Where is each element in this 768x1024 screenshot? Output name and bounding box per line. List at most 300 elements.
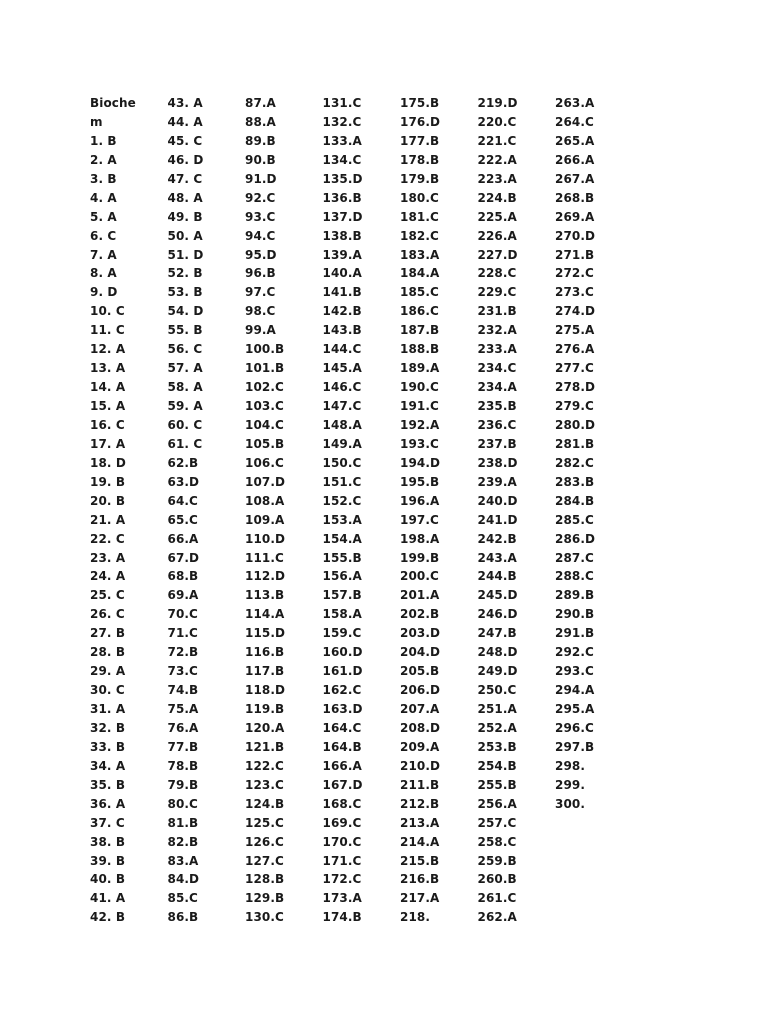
- answer-entry: 41. A: [90, 891, 126, 906]
- answer-entry: 223.A: [477, 171, 517, 186]
- answer-entry: 195.B: [400, 474, 440, 489]
- answer-column-2: [168, 94, 246, 927]
- answer-entry: 281.B: [555, 436, 595, 451]
- answer-entry: 122.C: [245, 758, 284, 773]
- answer-entry: 289.B: [555, 588, 595, 603]
- answer-entry: 35. B: [90, 777, 126, 792]
- answer-entry: 291.B: [555, 626, 595, 641]
- answer-entry: 189.A: [400, 361, 440, 376]
- answer-entry: 24. A: [90, 569, 126, 584]
- answer-entry: 59. A: [167, 399, 203, 413]
- answer-entry: 72.B: [167, 645, 199, 660]
- answer-entry: 7. A: [90, 247, 117, 262]
- answer-entry: 30. C: [90, 683, 125, 698]
- answer-entry: 57. A: [167, 361, 203, 376]
- answer-entry: 287.C: [555, 550, 594, 565]
- answer-entry: 98.C: [245, 304, 276, 319]
- answer-entry: 219.D: [477, 96, 518, 110]
- answer-entry: 64.C: [167, 493, 198, 508]
- answer-entry: 260.B: [477, 872, 517, 887]
- answer-entry: 271.B: [555, 247, 595, 262]
- answer-entry: 173.A: [322, 891, 362, 906]
- answer-entry: 6. C: [90, 228, 117, 243]
- answer-entry: 259.B: [477, 853, 517, 868]
- answer-entry: 221.C: [477, 133, 517, 148]
- answer-column-4: [323, 94, 401, 927]
- answer-entry: 117.B: [245, 664, 285, 679]
- answer-entry: 31. A: [90, 702, 126, 716]
- answer-entry: 296.C: [555, 720, 594, 735]
- answer-entry: 282.C: [555, 455, 594, 470]
- answer-key-columns: [90, 94, 633, 927]
- answer-entry: 73.C: [167, 664, 198, 679]
- answer-entry: 25. C: [90, 588, 125, 603]
- answer-entry: 247.B: [477, 626, 517, 641]
- answer-entry: 80.C: [167, 796, 198, 811]
- answer-entry: 276.A: [555, 342, 595, 357]
- answer-entry: 201.A: [400, 588, 440, 603]
- answer-entry: 152.C: [322, 493, 362, 508]
- answer-entry: 70.C: [167, 607, 198, 622]
- answer-entry: 104.C: [245, 417, 284, 432]
- answer-entry: 257.C: [477, 815, 517, 830]
- answer-entry: 53. B: [167, 285, 203, 300]
- answer-entry: 54. D: [167, 304, 204, 319]
- answer-entry: 196.A: [400, 493, 440, 508]
- answer-entry: 194.D: [400, 455, 441, 470]
- answer-entry: 52. B: [167, 266, 203, 281]
- answer-entry: 210.D: [400, 758, 441, 773]
- answer-entry: 48. A: [167, 190, 203, 205]
- answer-entry: 255.B: [477, 777, 517, 792]
- answer-entry: 155.B: [322, 550, 362, 565]
- answer-entry: 144.C: [322, 342, 362, 357]
- answer-entry: 9. D: [90, 285, 118, 300]
- answer-entry: 36. A: [90, 796, 126, 811]
- answer-entry: 262.A: [477, 910, 517, 925]
- answer-entry: 215.B: [400, 853, 440, 868]
- answer-entry: 207.A: [400, 702, 440, 716]
- answer-entry: 162.C: [322, 683, 362, 698]
- answer-entry: 107.D: [245, 474, 286, 489]
- answer-entry: 172.C: [322, 872, 362, 887]
- answer-entry: 93.C: [245, 209, 276, 224]
- answer-entry: 242.B: [477, 531, 517, 546]
- answer-entry: 258.C: [477, 834, 517, 849]
- answer-entry: 94.C: [245, 228, 276, 243]
- answer-entry: 280.D: [555, 417, 596, 432]
- answer-entry: 18. D: [90, 455, 126, 470]
- answer-entry: 234.C: [477, 361, 517, 376]
- answer-entry: 164.C: [322, 720, 362, 735]
- answer-entry: 192.A: [400, 417, 440, 432]
- answer-entry: 29. A: [90, 664, 126, 679]
- answer-entry: 272.C: [555, 266, 594, 281]
- answer-entry: 120.A: [245, 720, 285, 735]
- answer-entry: 26. C: [90, 607, 125, 622]
- answer-entry: 239.A: [477, 474, 517, 489]
- answer-entry: 164.B: [322, 739, 362, 754]
- answer-entry: 212.B: [400, 796, 440, 811]
- answer-entry: 85.C: [167, 891, 198, 906]
- answer-entry: 129.B: [245, 891, 285, 906]
- answer-entry: 222.A: [477, 152, 517, 167]
- answer-entry: 45. C: [167, 133, 203, 148]
- answer-entry: 193.C: [400, 436, 439, 451]
- answer-entry: 14. A: [90, 380, 126, 395]
- answer-entry: 211.B: [400, 777, 440, 792]
- answer-entry: 5. A: [90, 209, 117, 224]
- answer-entry: 22. C: [90, 531, 125, 546]
- answer-entry: 229.C: [477, 285, 517, 300]
- answer-entry: 254.B: [477, 758, 517, 773]
- answer-entry: 198.A: [400, 531, 440, 546]
- answer-entry: 108.A: [245, 493, 285, 508]
- answer-entry: 236.C: [477, 417, 517, 432]
- answer-entry: 214.A: [400, 834, 440, 849]
- answer-entry: 38. B: [90, 834, 126, 849]
- answer-entry: 137.D: [322, 209, 363, 224]
- answer-entry: 151.C: [322, 474, 362, 489]
- answer-entry: 130.C: [245, 910, 284, 925]
- answer-entry: 273.C: [555, 285, 594, 300]
- answer-entry: 88.A: [245, 114, 276, 129]
- answer-entry: 71.C: [167, 626, 198, 641]
- answer-entry: 174.B: [322, 910, 362, 925]
- answer-entry: 49. B: [167, 209, 203, 224]
- answer-entry: 81.B: [167, 815, 199, 830]
- answer-entry: 51. D: [167, 247, 204, 262]
- answer-entry: 188.B: [400, 342, 440, 357]
- answer-entry: 300.: [555, 796, 586, 811]
- answer-entry: 268.B: [555, 190, 595, 205]
- answer-entry: 285.C: [555, 512, 594, 527]
- answer-entry: 23. A: [90, 550, 126, 565]
- answer-entry: 11. C: [90, 323, 125, 338]
- answer-entry: 252.A: [477, 720, 517, 735]
- answer-entry: 42. B: [90, 910, 126, 925]
- answer-entry: 216.B: [400, 872, 440, 887]
- answer-entry: 227.D: [477, 247, 518, 262]
- answer-entry: 253.B: [477, 739, 517, 754]
- answer-entry: 245.D: [477, 588, 518, 603]
- answer-entry: 127.C: [245, 853, 284, 868]
- answer-entry: 12. A: [90, 342, 126, 357]
- answer-column-6: [478, 94, 556, 927]
- answer-entry: 102.C: [245, 380, 284, 395]
- answer-entry: 213.A: [400, 815, 440, 830]
- answer-entry: 187.B: [400, 323, 440, 338]
- answer-entry: 13. A: [90, 361, 126, 376]
- answer-entry: 283.B: [555, 474, 595, 489]
- answer-entry: Bioche: [90, 96, 136, 110]
- answer-entry: 1. B: [90, 133, 117, 148]
- answer-entry: 95.D: [245, 247, 277, 262]
- answer-entry: 58. A: [167, 380, 203, 395]
- answer-entry: 163.D: [322, 702, 363, 716]
- answer-entry: 166.A: [322, 758, 362, 773]
- answer-entry: 132.C: [322, 114, 362, 129]
- answer-entry: 55. B: [167, 323, 203, 338]
- answer-entry: 224.B: [477, 190, 517, 205]
- answer-entry: 241.D: [477, 512, 518, 527]
- answer-entry: 86.B: [167, 910, 199, 925]
- answer-entry: 231.B: [477, 304, 517, 319]
- answer-entry: 8. A: [90, 266, 117, 281]
- answer-entry: 92.C: [245, 190, 276, 205]
- answer-column-3: [245, 94, 323, 927]
- answer-column-5: [400, 94, 478, 927]
- answer-entry: 263.A: [555, 96, 595, 110]
- answer-entry: m: [90, 114, 103, 129]
- answer-entry: 74.B: [167, 683, 199, 698]
- answer-entry: 69.A: [167, 588, 199, 603]
- answer-entry: 84.D: [167, 872, 200, 887]
- answer-entry: 184.A: [400, 266, 440, 281]
- answer-entry: 240.D: [477, 493, 518, 508]
- answer-entry: 77.B: [167, 739, 199, 754]
- answer-entry: 154.A: [322, 531, 362, 546]
- answer-entry: 124.B: [245, 796, 285, 811]
- answer-entry: 115.D: [245, 626, 286, 641]
- answer-entry: 75.A: [167, 702, 199, 716]
- answer-entry: 37. C: [90, 815, 125, 830]
- answer-entry: 78.B: [167, 758, 199, 773]
- answer-entry: 267.A: [555, 171, 595, 186]
- answer-entry: 91.D: [245, 171, 277, 186]
- answer-entry: 133.A: [322, 133, 362, 148]
- answer-entry: 295.A: [555, 702, 595, 716]
- answer-entry: 140.A: [322, 266, 362, 281]
- answer-column-7: [555, 94, 633, 927]
- answer-entry: 243.A: [477, 550, 517, 565]
- answer-entry: 159.C: [322, 626, 362, 641]
- answer-entry: 288.C: [555, 569, 594, 584]
- answer-entry: 218.: [400, 910, 431, 925]
- answer-entry: 274.D: [555, 304, 596, 319]
- answer-entry: 100.B: [245, 342, 285, 357]
- answer-entry: 110.D: [245, 531, 286, 546]
- answer-entry: 185.C: [400, 285, 439, 300]
- answer-entry: 150.C: [322, 455, 362, 470]
- answer-entry: 284.B: [555, 493, 595, 508]
- answer-entry: 232.A: [477, 323, 517, 338]
- answer-entry: 101.B: [245, 361, 285, 376]
- answer-entry: 47. C: [167, 171, 203, 186]
- answer-entry: 217.A: [400, 891, 440, 906]
- answer-entry: 183.A: [400, 247, 440, 262]
- answer-entry: 142.B: [322, 304, 362, 319]
- answer-entry: 261.C: [477, 891, 517, 906]
- answer-entry: 225.A: [477, 209, 517, 224]
- answer-entry: 113.B: [245, 588, 285, 603]
- answer-entry: 28. B: [90, 645, 126, 660]
- answer-entry: 176.D: [400, 114, 441, 129]
- answer-entry: 82.B: [167, 834, 199, 849]
- answer-entry: 27. B: [90, 626, 126, 641]
- answer-entry: 2. A: [90, 152, 117, 167]
- answer-entry: 199.B: [400, 550, 440, 565]
- answer-entry: 265.A: [555, 133, 595, 148]
- answer-entry: 19. B: [90, 474, 126, 489]
- answer-entry: 16. C: [90, 417, 125, 432]
- answer-entry: 175.B: [400, 96, 440, 110]
- answer-entry: 138.B: [322, 228, 362, 243]
- answer-entry: 17. A: [90, 436, 126, 451]
- answer-entry: 111.C: [245, 550, 284, 565]
- answer-entry: 160.D: [322, 645, 363, 660]
- answer-entry: 270.D: [555, 228, 596, 243]
- answer-entry: 294.A: [555, 683, 595, 698]
- answer-entry: 149.A: [322, 436, 362, 451]
- answer-entry: 76.A: [167, 720, 199, 735]
- answer-entry: 56. C: [167, 342, 203, 357]
- answer-entry: 279.C: [555, 399, 594, 413]
- answer-entry: 278.D: [555, 380, 596, 395]
- answer-entry: 3. B: [90, 171, 117, 186]
- answer-entry: 34. A: [90, 758, 126, 773]
- answer-entry: 286.D: [555, 531, 596, 546]
- answer-entry: 186.C: [400, 304, 439, 319]
- answer-entry: 190.C: [400, 380, 439, 395]
- answer-entry: 170.C: [322, 834, 362, 849]
- answer-entry: 136.B: [322, 190, 362, 205]
- answer-entry: 112.D: [245, 569, 286, 584]
- answer-entry: 178.B: [400, 152, 440, 167]
- answer-entry: 135.D: [322, 171, 363, 186]
- answer-entry: 277.C: [555, 361, 594, 376]
- answer-entry: 67.D: [167, 550, 200, 565]
- answer-entry: 105.B: [245, 436, 285, 451]
- answer-entry: 90.B: [245, 152, 276, 167]
- answer-entry: 50. A: [167, 228, 203, 243]
- answer-entry: 125.C: [245, 815, 284, 830]
- answer-entry: 123.C: [245, 777, 284, 792]
- answer-entry: 109.A: [245, 512, 285, 527]
- answer-entry: 299.: [555, 777, 586, 792]
- answer-entry: 156.A: [322, 569, 362, 584]
- answer-entry: 103.C: [245, 399, 284, 413]
- answer-entry: 65.C: [167, 512, 198, 527]
- answer-entry: 206.D: [400, 683, 441, 698]
- answer-entry: 131.C: [322, 96, 362, 110]
- answer-entry: 139.A: [322, 247, 362, 262]
- answer-entry: 141.B: [322, 285, 362, 300]
- answer-entry: 266.A: [555, 152, 595, 167]
- answer-entry: 179.B: [400, 171, 440, 186]
- answer-entry: 32. B: [90, 720, 126, 735]
- answer-entry: 97.C: [245, 285, 276, 300]
- answer-column-1: [90, 94, 168, 927]
- answer-entry: 298.: [555, 758, 586, 773]
- answer-entry: 167.D: [322, 777, 363, 792]
- answer-entry: 134.C: [322, 152, 362, 167]
- answer-entry: 182.C: [400, 228, 439, 243]
- answer-entry: 157.B: [322, 588, 362, 603]
- answer-entry: 20. B: [90, 493, 126, 508]
- answer-entry: 181.C: [400, 209, 439, 224]
- answer-entry: 168.C: [322, 796, 362, 811]
- answer-entry: 66.A: [167, 531, 199, 546]
- answer-entry: 226.A: [477, 228, 517, 243]
- answer-entry: 79.B: [167, 777, 199, 792]
- answer-entry: 290.B: [555, 607, 595, 622]
- answer-entry: 200.C: [400, 569, 439, 584]
- answer-entry: 169.C: [322, 815, 362, 830]
- answer-entry: 248.D: [477, 645, 518, 660]
- answer-entry: 234.A: [477, 380, 517, 395]
- answer-entry: 202.B: [400, 607, 440, 622]
- answer-entry: 63.D: [167, 474, 200, 489]
- answer-entry: 61. C: [167, 436, 203, 451]
- answer-entry: 251.A: [477, 702, 517, 716]
- answer-entry: 83.A: [167, 853, 199, 868]
- answer-entry: 126.C: [245, 834, 284, 849]
- answer-entry: 121.B: [245, 739, 285, 754]
- answer-entry: 33. B: [90, 739, 126, 754]
- answer-entry: 269.A: [555, 209, 595, 224]
- answer-entry: 249.D: [477, 664, 518, 679]
- answer-entry: 208.D: [400, 720, 441, 735]
- answer-entry: 191.C: [400, 399, 439, 413]
- answer-entry: 62.B: [167, 455, 199, 470]
- answer-entry: 147.C: [322, 399, 362, 413]
- answer-entry: 256.A: [477, 796, 517, 811]
- answer-entry: 96.B: [245, 266, 276, 281]
- answer-entry: 89.B: [245, 133, 276, 148]
- answer-entry: 161.D: [322, 664, 363, 679]
- answer-entry: 297.B: [555, 739, 595, 754]
- answer-entry: 235.B: [477, 399, 517, 413]
- answer-entry: 197.C: [400, 512, 439, 527]
- answer-entry: 119.B: [245, 702, 285, 716]
- answer-entry: 203.D: [400, 626, 441, 641]
- answer-entry: 237.B: [477, 436, 517, 451]
- answer-entry: 238.D: [477, 455, 518, 470]
- answer-entry: 246.D: [477, 607, 518, 622]
- answer-entry: 292.C: [555, 645, 594, 660]
- answer-entry: 116.B: [245, 645, 285, 660]
- answer-entry: 128.B: [245, 872, 285, 887]
- answer-entry: 264.C: [555, 114, 594, 129]
- answer-entry: 114.A: [245, 607, 285, 622]
- answer-entry: 21. A: [90, 512, 126, 527]
- answer-entry: 228.C: [477, 266, 517, 281]
- answer-entry: 275.A: [555, 323, 595, 338]
- answer-entry: 204.D: [400, 645, 441, 660]
- answer-entry: 233.A: [477, 342, 517, 357]
- answer-entry: 244.B: [477, 569, 517, 584]
- answer-entry: 171.C: [322, 853, 362, 868]
- answer-entry: 148.A: [322, 417, 362, 432]
- answer-entry: 209.A: [400, 739, 440, 754]
- answer-entry: 153.A: [322, 512, 362, 527]
- answer-entry: 4. A: [90, 190, 117, 205]
- answer-entry: 145.A: [322, 361, 362, 376]
- answer-entry: 40. B: [90, 872, 126, 887]
- answer-entry: 205.B: [400, 664, 440, 679]
- answer-entry: 250.C: [477, 683, 517, 698]
- answer-entry: 118.D: [245, 683, 286, 698]
- answer-entry: 15. A: [90, 399, 126, 413]
- answer-entry: 180.C: [400, 190, 439, 205]
- answer-entry: 99.A: [245, 323, 276, 338]
- answer-entry: 293.C: [555, 664, 594, 679]
- answer-entry: 39. B: [90, 853, 126, 868]
- answer-entry: 220.C: [477, 114, 517, 129]
- answer-entry: 87.A: [245, 96, 276, 110]
- answer-entry: 46. D: [167, 152, 204, 167]
